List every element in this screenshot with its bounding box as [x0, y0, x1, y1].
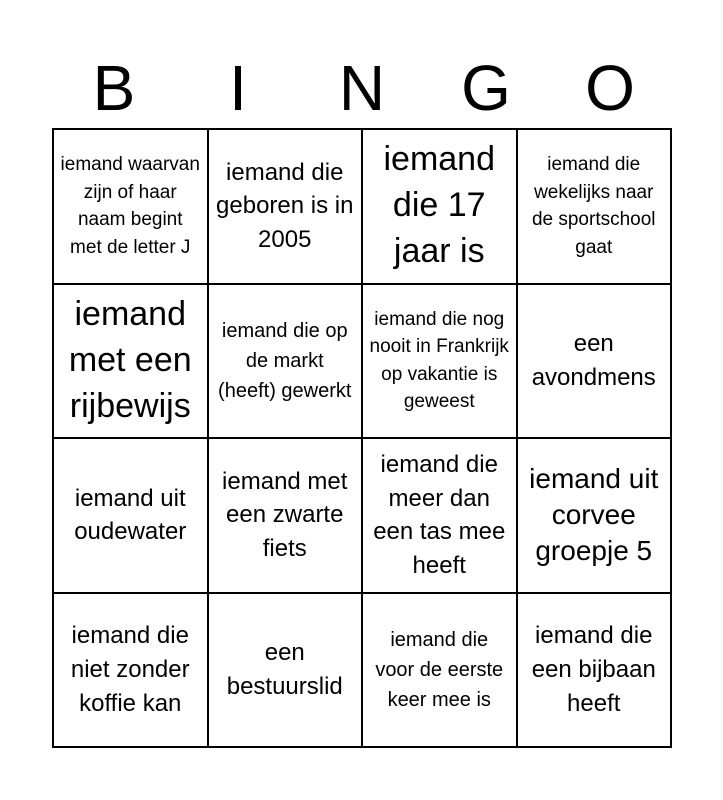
- bingo-cell-r1-c2[interactable]: [208, 129, 363, 284]
- bingo-cell-r4-c1[interactable]: [53, 593, 208, 748]
- bingo-cell-text: iemand die meer dan een tas mee heeft: [373, 451, 506, 579]
- bingo-cell-r1-c3[interactable]: [362, 129, 517, 284]
- bingo-cell-text: iemand die wekelijks naar de sportschool gaat: [531, 154, 656, 258]
- bingo-cell-r1-c4[interactable]: [517, 129, 672, 284]
- bingo-cell-r4-c4[interactable]: [517, 593, 672, 748]
- bingo-cell-text: iemand met een zwarte fiets: [222, 467, 348, 563]
- bingo-header: [52, 48, 672, 128]
- bingo-cell-r3-c3[interactable]: [362, 438, 517, 593]
- bingo-cell-text: iemand die op de markt (heeft) gewerkt: [218, 319, 352, 402]
- header-letter-n: N: [338, 52, 386, 124]
- header-letter-b: B: [92, 52, 136, 124]
- bingo-cell-text: iemand die geboren is in 2005: [216, 158, 354, 254]
- bingo-cell-r2-c4[interactable]: [517, 284, 672, 439]
- bingo-cell-r2-c1[interactable]: [53, 284, 208, 439]
- header-letter-g: G: [461, 52, 511, 124]
- bingo-cell-r3-c2[interactable]: [208, 438, 363, 593]
- bingo-cell-r2-c3[interactable]: [362, 284, 517, 439]
- bingo-cell-text: iemand die een bijbaan heeft: [531, 622, 656, 717]
- bingo-cell-text: iemand die nog nooit in Frankrijk op vakantie is geweest: [369, 308, 509, 413]
- bingo-cell-text: iemand waarvan zijn of haar naam begint met de letter J: [60, 154, 200, 258]
- bingo-cell-text: iemand die 17 jaar is: [383, 140, 495, 271]
- bingo-cell-r4-c2[interactable]: [208, 593, 363, 748]
- bingo-grid: [52, 128, 672, 748]
- header-letter-o: O: [585, 52, 635, 124]
- header-letter-i: I: [229, 52, 247, 124]
- bingo-cell-r3-c4[interactable]: [517, 438, 672, 593]
- bingo-cell-text: iemand uit corvee groepje 5: [529, 462, 659, 567]
- bingo-cell-text: iemand die voor de eerste keer mee is: [375, 628, 504, 711]
- bingo-cell-text: een bestuurslid: [226, 639, 343, 700]
- bingo-cell-text: iemand die niet zonder koffie kan: [70, 622, 190, 717]
- bingo-cell-text: een avondmens: [531, 330, 656, 391]
- bingo-cell-r2-c2[interactable]: [208, 284, 363, 439]
- bingo-cell-r4-c3[interactable]: [362, 593, 517, 748]
- bingo-cell-r3-c1[interactable]: [53, 438, 208, 593]
- bingo-cell-r1-c1[interactable]: [53, 129, 208, 284]
- bingo-cell-text: iemand met een rijbewijs: [68, 294, 192, 425]
- bingo-cell-text: iemand uit oudewater: [74, 484, 187, 546]
